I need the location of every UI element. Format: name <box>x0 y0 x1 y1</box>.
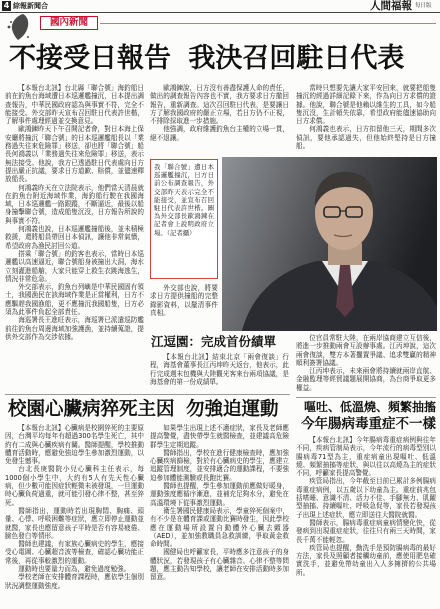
lead-headline: 不接受日報告 我決召回駐日代表 <box>9 43 405 74</box>
paragraph: 何鴻義也表示，日方扣留他三天，期間多次偵訊，要他承認過失，但他始終堅持是日方撞船。 <box>296 125 436 151</box>
paragraph: 運動時也要量力而為，避免過度勉強。 <box>18 565 131 574</box>
paragraph: 外交部也說，將要求日方提供撞船的完整錄影資料，以釐清事件真相。 <box>150 284 218 317</box>
paragraph: 何鴻義昨天在立法院表示，他們當天清晨就在釣魚台附近海域作業，海釣船行駛在我國海域，日本巡邏艦一路跟蹤，不斷逼近，最後以船身撞擊聯合號，造成船隻沉沒，日方報告所說的與事實不符。 <box>5 183 144 225</box>
paragraph: 位官員常駐大陸，在兩岸協商建立互信後，將進一步推動兩會互設辦事處。江丙坤說，這次兩會復談，雙方本著擱置爭議、追求雙贏的精神順利簽署協議。 <box>296 334 436 367</box>
paragraph: 疾管局指出，今年截至目前已累計多例腸病毒重症病例，以五歲以下幼童為主。重症前兆包括嗜睡、意識不清、活力不佳、手腳無力、肌躍型抽搐、持續嘔吐、呼吸急促等，家長若發現孩子出現上述症狀，應立即送往大醫院就醫。 <box>296 477 436 519</box>
paragraph: 台北長庚醫院小兒心臟科主任表示，每1000個小學生中，大約有5人有先天性心臟病，但少數可能因症狀輕微未被發現，一旦運動時心臟負荷過重，就可能引發心律不整，甚至猝死。 <box>5 465 144 507</box>
cross-strait-headline: 江逗園：完成首份績單 <box>151 334 277 349</box>
paragraph: 醫師指出，運動時若出現胸悶、胸痛、頭暈、心悸、呼吸困難等症狀，應立即停止運動並就醫，家長也應留意孩子平時是否有容易疲倦、臉色發白等情形。 <box>5 506 144 540</box>
lead-story-column-2-bottom <box>150 284 218 330</box>
school-story-column-1 <box>5 424 144 606</box>
enterovirus-headline-line-1: 嘔吐、低溫燒、頻繁抽搐 <box>303 400 436 414</box>
photo-caption-box: 我「聯合號」遭日本巡邏艦撞沉，日方日前公布調查報告，外交部昨天表示完全不能接受，並宣布召回駐日代表許世楷。圖為外交部長歐鴻鍊在記者會上說明政府立場。（記者攝） <box>150 159 218 279</box>
page-section-label: 綜報新聞合 <box>13 2 48 10</box>
paragraph: 他強調，政府維護釣魚台主權的立場一貫，絕不退讓。 <box>150 125 289 142</box>
paragraph: 【本報台北訊】台北縣「聯合號」海釣船日前在釣魚台海域遭日本巡邏艦撞沉，日本提出調查報告，中華民國政府認為與事實不符，完全不能接受。外交部昨天宣布召回駐日代表許世楷，了解事件處理經過並交換意見。 <box>5 84 144 126</box>
newspaper-masthead: 人間福報 <box>370 0 412 12</box>
paragraph: 醫師表示，腸病毒重症病童病情變化快，從發病到出現重症症狀，往往只有兩三天時間，家長千萬不能輕忽。 <box>296 518 436 544</box>
paragraph: 如果學生出現上述不適症狀，家長及老師應提高警覺，盡快帶學生就醫檢查，並建議高危險群學生定期追蹤。 <box>150 424 289 449</box>
paragraph: 何鴻義也說，日本巡邏艦撞船後，並未積極救援，還將船員帶回日本偵訊，讓他非常氣憤，希望政府為漁民討回公道。 <box>5 225 144 250</box>
cross-strait-column-2 <box>150 353 289 392</box>
enterovirus-headline-line-2: 今年腸病毒重症不一樣 <box>301 416 436 432</box>
lead-story-column-1 <box>5 84 144 386</box>
section-divider <box>100 23 436 24</box>
paragraph: 搭乘「聯合號」的釣客也表示，當時日本巡邏艦以高速逼近，聯合號船身被撞出大洞，海水立刻灌進船艙，大家只能穿上救生衣跳海逃生，情況非常危急。 <box>5 249 144 283</box>
taiwan-map-icon <box>6 13 32 41</box>
cross-strait-column-3 <box>296 334 436 396</box>
page-number: 4 <box>3 1 10 10</box>
paragraph: 國健局也呼籲家長，平時應多注意孩子的身體狀況，若發現孩子有心臟雜音、心律不整等問題，應主動告知學校，讓老師在安排活動時多加留意。 <box>150 548 289 582</box>
paragraph: 學校老師在安排體育課程時，應依學生個別狀況調整運動強度。 <box>5 573 144 590</box>
lead-story-column-2-top <box>150 84 289 152</box>
paragraph: 醫師也提醒，學生參加運動前應做好暖身，運動強度應循序漸進，並補充足夠水分，避免在高溫環境下從事激烈運動。 <box>150 482 289 507</box>
paragraph: 醫師也建議，有家族心臟病史的學生，應接受心電圖、心臟超音波等檢查，確認心臟功能正常後，再從事較激烈的運動。 <box>5 540 144 565</box>
article-divider <box>5 394 290 395</box>
paragraph: 當時只想要先讓大家平安回來，就要把船隻撞沉的經過詳細記錄下來，作為向日方求償的證據。他說，聯合號是他賴以維生的工具，如今船隻沉沒，生計頓失依靠，希望政府能儘速協助向日方求償。 <box>296 84 436 126</box>
paragraph: 外交部表示，釣魚台列嶼是中華民國固有領土，我國漁民在該海域作業是正當權利，日方不應驅趕我國漁船，更不應撞沉我國船隻，日方必須為此事件負起全部責任。 <box>5 283 144 317</box>
lead-story-column-3-top <box>296 84 436 152</box>
paragraph: 【本報台北訊】結束北京「兩會復談」行程，海基會董事長江丙坤昨天返台，他表示，此行完成週末包機與大陸觀光客來台兩項協議，是海基會的第一份成績單。 <box>150 353 289 386</box>
enterovirus-story-column <box>296 436 436 606</box>
news-photo <box>222 157 437 331</box>
paragraph: 【本報台北訊】今年腸病毒重症病例與往年不同，疾病管制局表示，今年流行的病毒型別以腸病毒71型為主，重症病童出現嘔吐、低溫燒、頻繁抽搐等症狀，與以往以高燒為主的症狀不同，呼籲家長提高警覺。 <box>296 436 436 478</box>
paragraph: 歐鴻鍊說，日方沒有善盡保護人命的責任，做出的調查報告內容也不實，我方要求日方撤回報告，重新調查。這次召回駐日代表，是要讓日方了解我國政府的嚴正立場，若日方仍不正視，不排除採取進一步措施。 <box>150 84 289 126</box>
paragraph: 醫師指出，學校在進行健康檢查時，應加強心臟疾病篩檢，對於有心臟病史的學生，應建立追蹤管理制度，並安排適合的運動課程，不要強迫參加體能測驗或長跑比賽。 <box>150 448 289 482</box>
paragraph: 歐鴻鍊昨天下午召開記者會，對日本海上保安廳將撞沉「聯合號」的日本巡邏艦船長以「業務過失往來危險罪」移送，卻也將「聯合號」船長何鴻義以「業務過失往來危險罪」移送，表示無法接受。他說，我方已透過駐日代表處向日方提出嚴正抗議，要求日方道歉、賠償，並儘速釋放船長。 <box>5 125 144 184</box>
paragraph: 衛生署國民健康局表示，學童猝死個案中，有不少是在體育課或運動比賽時發生，因此學校應在運動場所設置自動體外心臟去顫器（AED），並加強教職員急救訓練，爭取黃金救命時間。 <box>150 506 289 549</box>
article-divider <box>296 397 436 398</box>
paragraph: 海巡署長王進旺表示，海巡署已派遣巡防艦前往釣魚台周邊海域加強護漁，並持續蒐證，提供外交部作為交涉依據。 <box>5 316 144 341</box>
edition-label: 每日版 <box>415 3 432 9</box>
paragraph: 【本報台北訊】心臟病是校園猝死的主要原因，台灣平均每年有超過300名學生死亡，其中約有二成與心臟疾病有關。醫師提醒，學校推動體育活動時，應避免強迫學生參加激烈運動，以免發生憾事。 <box>5 424 144 466</box>
school-heart-headline: 校園心臟病猝死主因 勿強迫運動 <box>8 399 279 420</box>
section-title: 國內新聞 <box>40 16 98 30</box>
school-story-column-2 <box>150 424 289 606</box>
paragraph: 江丙坤表示，未來兩會將持續就兩岸直航、金融監理等經貿議題展開協商，為台商爭取更多權益。 <box>296 367 436 392</box>
paragraph: 疾管局也提醒，勤洗手是預防腸病毒的最好方法，家長及照顧者接觸幼童前，應使用肥皂確實洗手，並避免帶幼童出入人多擁擠的公共場所。 <box>296 543 436 577</box>
header-divider <box>0 12 440 13</box>
